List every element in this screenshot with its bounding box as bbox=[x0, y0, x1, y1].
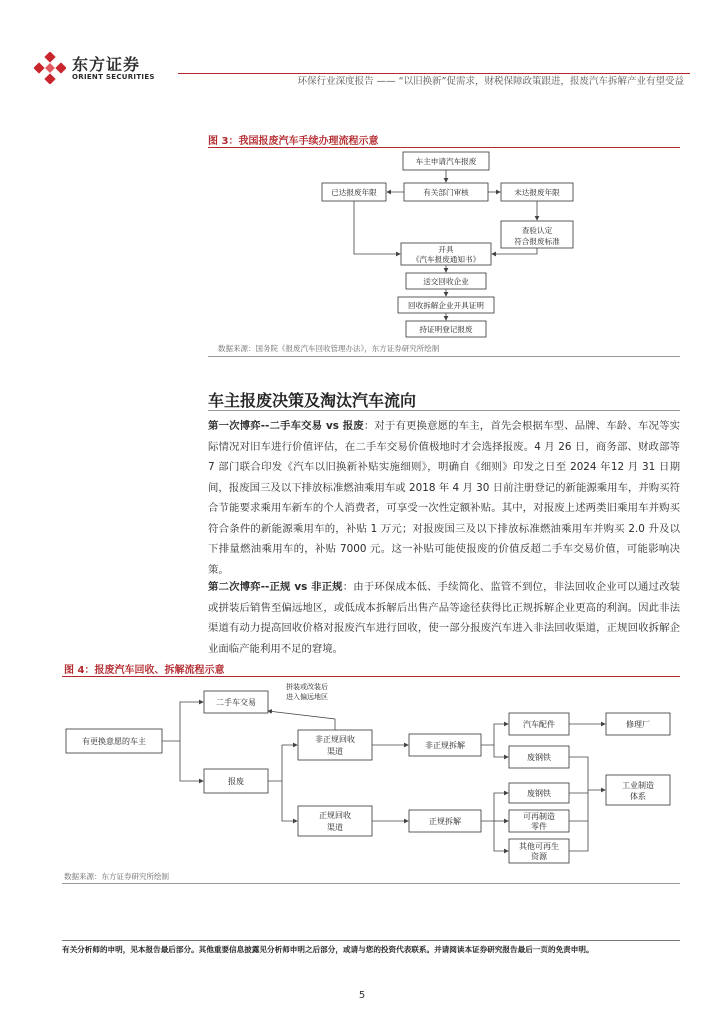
figure4-flowchart bbox=[62, 677, 680, 867]
paragraph-first-game-line: ：对于有更换意愿的车主，首先会根据车型、品牌、车龄、车况 bbox=[363, 420, 660, 432]
fig4-label-steel-1: 废钢铁 bbox=[527, 753, 551, 762]
fig4-label-remfg-2: 零件 bbox=[531, 822, 547, 831]
figure3-bottom-rule bbox=[208, 356, 680, 357]
paragraph-first-game-line: 燃油乘用车并购买 2.0 升及以下排量燃油乘用车的，补贴 7000 元。这一补贴可能使报废的价值反 bbox=[208, 522, 680, 555]
figure4-bottom-rule bbox=[62, 883, 680, 884]
figure4-source: 数据来源：东方证券研究所绘制 bbox=[64, 872, 169, 881]
brand-name-cn: 东方证券 bbox=[72, 55, 141, 74]
paragraph-first-game-line: 乘用车，并购买符合节能要求乘用车新车的个人消费者，可享受一次性定额补贴。其中，对报废 bbox=[208, 481, 680, 514]
fig4-label-used-trade: 二手车交易 bbox=[216, 698, 256, 707]
paragraph-first-game-lead: 第一次博弈--二手车交易 vs 报废 bbox=[208, 420, 364, 432]
footer-disclaimer: 有关分析师的申明，见本报告最后部分。其他重要信息披露见分析师申明之后部分，或请与您的投资代表联系。并请阅读本证券研究报告最后一页的免责申明。 bbox=[62, 945, 594, 954]
fig3-label-send: 送交回收企业 bbox=[423, 277, 469, 286]
fig4-label-illegal-dismantle: 非正规拆解 bbox=[425, 741, 465, 750]
fig4-label-repair: 修理厂 bbox=[626, 720, 650, 729]
paragraph-second-game bbox=[208, 577, 680, 659]
footer-rule bbox=[62, 940, 680, 941]
paragraph-second-game-line: 因此非法渠道有动力提高回收价格对报废汽车进行回收，使一部分报废汽车进入非法回收渠道， bbox=[208, 601, 681, 634]
fig4-label-legal-dismantle: 正规拆解 bbox=[429, 817, 461, 826]
fig4-label-other-2: 资源 bbox=[531, 852, 547, 861]
fig4-label-annot-2: 进入偏远地区 bbox=[286, 693, 328, 701]
fig4-label-owner: 有更换意愿的车主 bbox=[82, 737, 146, 746]
paragraph-first-game-line: 等实际情况对旧车进行价值评估，在二手车交易价值极地时才会选择报废。4 月 26 日，商务部、 bbox=[208, 420, 680, 453]
fig3-label-apply: 车主申请汽车报废 bbox=[415, 157, 477, 166]
paragraph-first-game-line: 12 月 31 日期间，报废国三及以下排放标准燃油乘用车或 2018 年 4 月 30 日前注册登记的新能源 bbox=[208, 461, 680, 494]
paragraph-second-game-line: ：由于环保成本低、手续简化、监管不到位，非法回收企业可以通过 bbox=[342, 581, 660, 593]
fig4-label-annot-1: 拼装或改装后 bbox=[286, 683, 328, 691]
paragraph-second-game-line: 改装或拼装后销售至偏远地区，或低成本拆解后出售产品等途径获得比正规拆解企业更高的利润。 bbox=[208, 581, 681, 614]
fig4-label-industry-1: 工业制造 bbox=[622, 781, 654, 790]
brand-logo bbox=[34, 50, 164, 86]
fig3-label-cert: 回收拆解企业开具证明 bbox=[408, 301, 484, 310]
fig3-label-inspect-1: 查验认定 bbox=[521, 226, 553, 235]
report-title: 环保行业深度报告 —— “以旧换新”促需求，财税保障政策跟进，报废汽车拆解产业有望受益 bbox=[297, 76, 684, 87]
fig3-label-notice-1: 开具 bbox=[438, 245, 454, 254]
paragraph-first-game-line: 超二手车交易价值，可能影响决策。 bbox=[208, 543, 681, 576]
paragraph-second-game-lead: 第二次博弈--正规 vs 非正规 bbox=[208, 581, 343, 593]
fig4-label-industry-2: 体系 bbox=[630, 792, 646, 801]
figure3-flowchart bbox=[300, 148, 600, 340]
brand-name-en: ORIENT SECURITIES bbox=[72, 73, 155, 81]
fig4-label-other-1: 其他可再生 bbox=[519, 842, 559, 851]
fig4-label-illegal-channel-1: 非正规回收 bbox=[315, 735, 355, 744]
page-number: 5 bbox=[358, 990, 366, 1001]
section-title: 车主报废决策及淘汰汽车流向 bbox=[208, 391, 417, 410]
fig4-label-legal-channel-2: 渠道 bbox=[327, 823, 343, 832]
section-rule bbox=[208, 410, 680, 411]
paragraph-first-game-line: 财政部等 7 部门联合印发《汽车以旧换新补贴实施细则》，明确自《细则》印发之日至 2024 年 bbox=[208, 440, 680, 473]
fig4-label-illegal-channel-2: 渠道 bbox=[327, 747, 343, 756]
figure3-title: 图 3：我国报废汽车手续办理流程示意 bbox=[208, 136, 379, 147]
paragraph-first-game bbox=[208, 416, 680, 580]
fig3-label-not-reached: 未达报废年限 bbox=[514, 188, 560, 197]
fig3-label-register: 持证明登记报废 bbox=[419, 325, 473, 334]
fig4-label-steel-2: 废钢铁 bbox=[527, 789, 551, 798]
paragraph-second-game-line: 正规回收拆解企业面临产能利用不足的窘境。 bbox=[208, 622, 681, 655]
fig3-label-reached: 已达报废年限 bbox=[331, 188, 377, 197]
fig4-label-legal-channel-1: 正规回收 bbox=[319, 811, 351, 820]
fig4-label-scrap: 报废 bbox=[228, 777, 244, 786]
fig3-label-inspect-2: 符合报废标准 bbox=[514, 237, 560, 246]
fig4-label-remfg-1: 可再制造 bbox=[523, 812, 555, 821]
paragraph-first-game-line: 上述两类旧乘用车并购买符合条件的新能源乘用车的，补贴 1 万元；对报废国三及以下排放标准 bbox=[208, 502, 681, 535]
brand-logo-icon bbox=[34, 52, 66, 84]
fig3-label-review: 有关部门审核 bbox=[423, 188, 469, 197]
fig3-label-notice-2: 《汽车报废通知书》 bbox=[411, 255, 481, 264]
figure4-title: 图 4：报废汽车回收、拆解流程示意 bbox=[64, 665, 225, 676]
fig4-label-parts: 汽车配件 bbox=[523, 720, 555, 729]
figure3-source: 数据来源：国务院《报废汽车回收管理办法》，东方证券研究所绘制 bbox=[218, 344, 440, 353]
